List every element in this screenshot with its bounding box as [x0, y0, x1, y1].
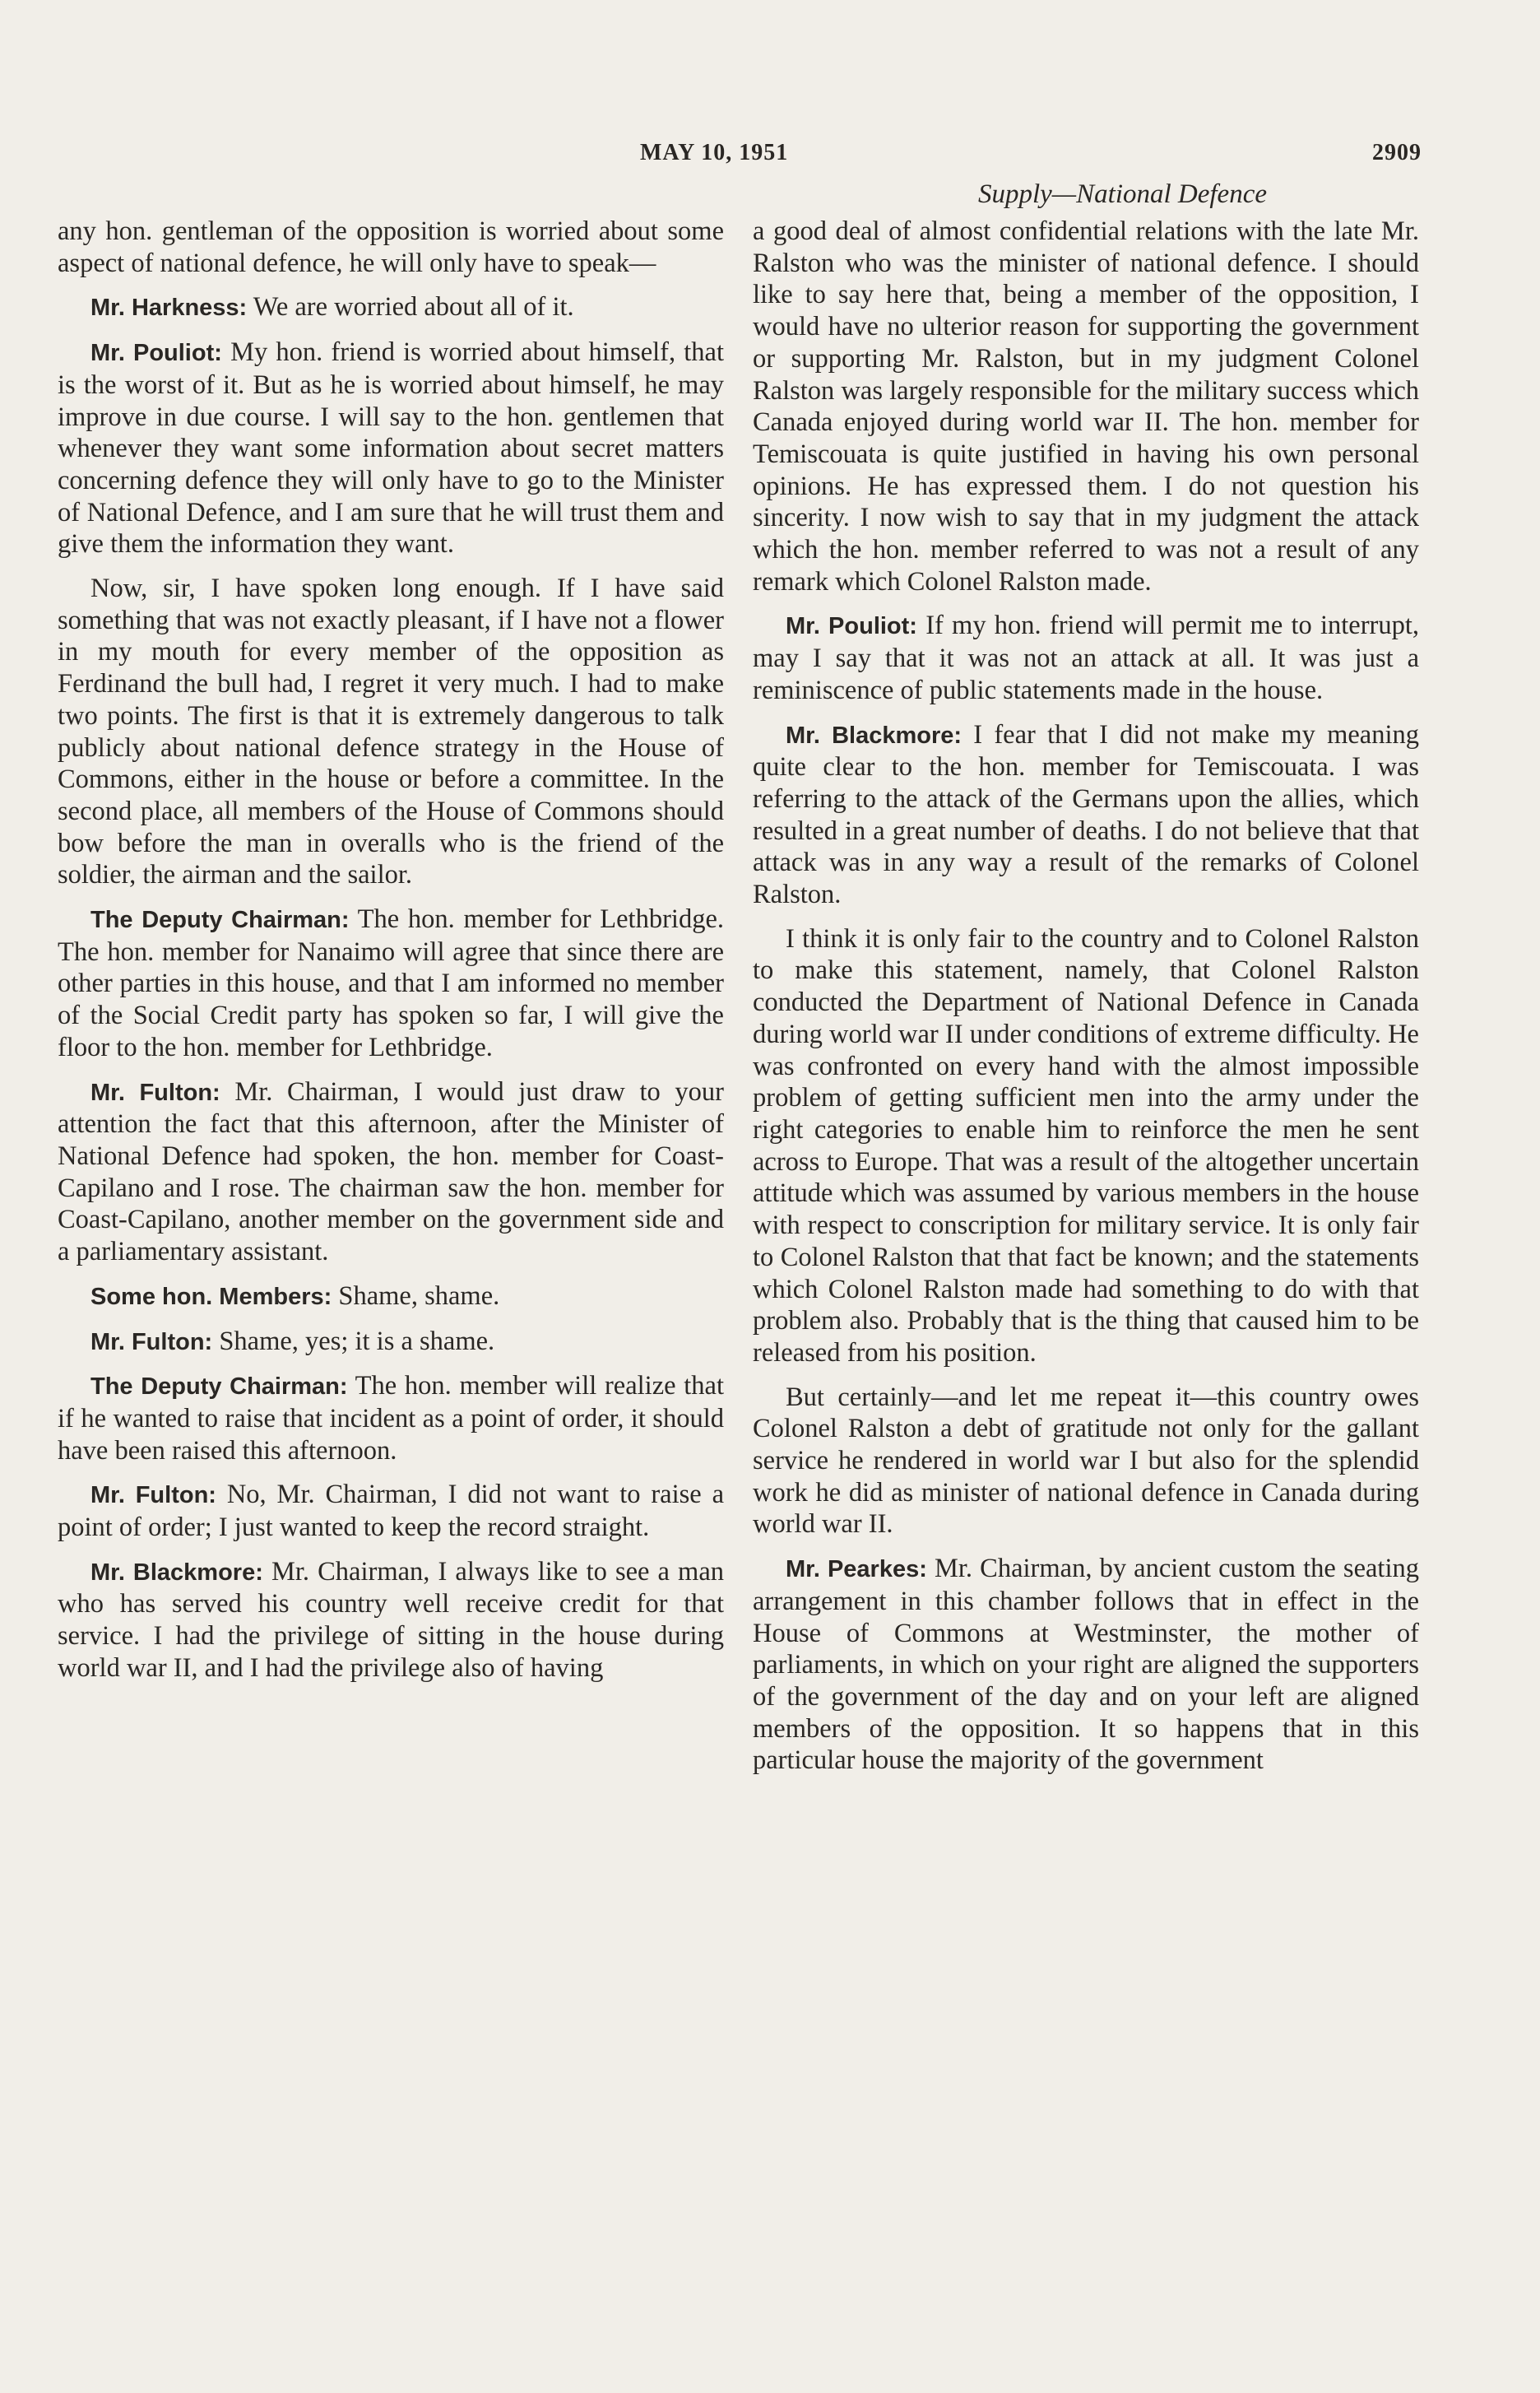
paragraph-text: The hon. member will realize that if he wanted to raise that incident as a point of order, it should have been raised this afternoon. [58, 1371, 724, 1466]
paragraph-text: The hon. member for Lethbridge. The hon. member for Nanaimo will agree that since there are other parties in this house, and that I am informed no member of the Social Credit party has spoken so far, I will give the floor to the hon. member for Lethbridge. [58, 904, 724, 1062]
paragraph [58, 1280, 724, 1313]
paragraph [58, 337, 724, 560]
page-number: 2909 [1372, 140, 1422, 165]
paragraph [58, 291, 724, 324]
speaker-name: Mr. Harkness: [90, 295, 248, 322]
paragraph [753, 610, 1419, 706]
paragraph-text: Shame, yes; it is a shame. [219, 1326, 495, 1356]
paragraph-text: We are worried about all of it. [253, 292, 574, 323]
paragraph [58, 1556, 724, 1684]
paragraph [753, 1382, 1419, 1541]
paragraph [58, 216, 724, 279]
page-date: MAY 10, 1951 [640, 140, 789, 165]
speaker-name: Mr. Pouliot: [786, 613, 917, 640]
paragraph-text: But certainly—and let me repeat it—this country owes Colonel Ralston a debt of gratitude not only for the gallant service he rendered in world war I but also for the splendid work he did as minister of national defence in Canada during world war II. [753, 1382, 1419, 1540]
left-column [58, 216, 724, 1697]
speaker-name: The Deputy Chairman: [90, 907, 350, 934]
speaker-name: Mr. Blackmore: [90, 1559, 263, 1586]
speaker-name: The Deputy Chairman: [90, 1373, 348, 1401]
paragraph-text: No, Mr. Chairman, I did not want to raise a point of order; I just wanted to keep the record straight. [58, 1480, 725, 1543]
paragraph [58, 904, 724, 1064]
paragraph-text: Mr. Chairman, I would just draw to your attention the fact that this afternoon, after the Minister of National Defence had spoken, the hon. member for Coast-Capilano and I rose. The chairman saw the hon. member for Coast-Capilano, another member on the government side and a parliamentary assistant. [58, 1076, 725, 1267]
paragraph [58, 1479, 724, 1543]
right-column [753, 216, 1419, 1789]
paragraph [753, 216, 1419, 597]
paragraph [58, 573, 724, 891]
paragraph-text: Mr. Chairman, by ancient custom the seating arrangement in this chamber follows that in effect in the House of Commons at Westminster, the mother of parliaments, in which on your right are aligned the supporters of the government of the day and on your left are aligned members of the opposition. It so happens that in this particular house the majority of the government [753, 1554, 1419, 1776]
paragraph-text: If my hon. friend will permit me to interrupt, may I say that it was not an attack at all. It was just a reminiscence of public statements made in the house. [753, 611, 1419, 705]
paragraph-text: any hon. gentleman of the opposition is worried about some aspect of national defence, he will only have to speak— [58, 216, 724, 278]
paragraph-text: a good deal of almost confidential relations with the late Mr. Ralston who was the minister of national defence. I should like to say here that, being a member of the opposition, I would have no ulterior reason for supporting the government or supporting Mr. Ralston, but in my judgment Colonel Ralston was largely responsible for the military success which Canada enjoyed during world war II. The hon. member for Temiscouata is quite justified in having his own personal opinions. He has expressed them. I do not question his sincerity. I now wish to say that in my judgment the attack which the hon. member referred to was not a result of any remark which Colonel Ralston made. [753, 216, 1419, 597]
paragraph [753, 1553, 1419, 1777]
paragraph [58, 1326, 724, 1359]
paragraph [753, 719, 1419, 911]
paragraph [58, 1370, 724, 1466]
paragraph-text: I fear that I did not make my meaning quite clear to the hon. member for Temiscouata. I was referring to the attack of the Germans upon the allies, which resulted in a great number of deaths. I do not believe that that attack was in any way a result of the remarks of Colonel Ralston. [753, 719, 1419, 910]
page-subject-heading: Supply—National Defence [977, 179, 1267, 209]
speaker-name: Mr. Pearkes: [786, 1556, 927, 1583]
speaker-name: Mr. Blackmore: [786, 722, 962, 749]
paragraph [58, 1076, 724, 1268]
speaker-name: Mr. Pouliot: [90, 340, 222, 367]
paragraph [753, 923, 1419, 1369]
paragraph-text: Now, sir, I have spoken long enough. If I have said something that was not exactly pleasant, if I have not a flower in my mouth for every member of the opposition as Ferdinand the bull had, I regret it very much. I had to make two points. The first is that it is extremely dangerous to talk publicly about national defence strategy in the House of Commons, either in the house or before a committee. In the second place, all members of the House of Commons should bow before the man in overalls who is the friend of the soldier, the airman and the sailor. [58, 574, 724, 890]
speaker-name: Mr. Fulton: [90, 1328, 213, 1355]
speaker-name: Mr. Fulton: [90, 1079, 220, 1106]
paragraph-text: Mr. Chairman, I always like to see a man who has served his country well receive credit for that service. I had the privilege of sitting in the house during world war II, and I had the privilege also of having [58, 1556, 724, 1683]
speaker-name: Mr. Fulton: [90, 1482, 216, 1509]
paragraph-text: Shame, shame. [338, 1280, 500, 1311]
paragraph-text: My hon. friend is worried about himself, that is the worst of it. But as he is worried about himself, he may improve in due course. I will say to the hon. gentlemen that whenever they want some information about secret matters concerning defence they will only have to go to the Minister of National Defence, and I am sure that he will trust them and give them the information they want. [58, 337, 725, 560]
speaker-name: Some hon. Members: [90, 1283, 332, 1310]
paragraph-text: I think it is only fair to the country and to Colonel Ralston to make this statement, namely, that Colonel Ralston conducted the Department of National Defence in Canada during world war II under conditions of extreme difficulty. He was confronted on every hand with the almost impossible problem of getting sufficient men into the army under the right categories to enable him to reinforce the men he sent across to Europe. That was a result of the altogether uncertain attitude which was assumed by various members in the house with respect to conscription for military service. It is only fair to Colonel Ralston that that fact be known; and the statements which Colonel Ralston made had something to do with that problem also. Probably that is the thing that caused him to be released from his position. [753, 923, 1419, 1368]
